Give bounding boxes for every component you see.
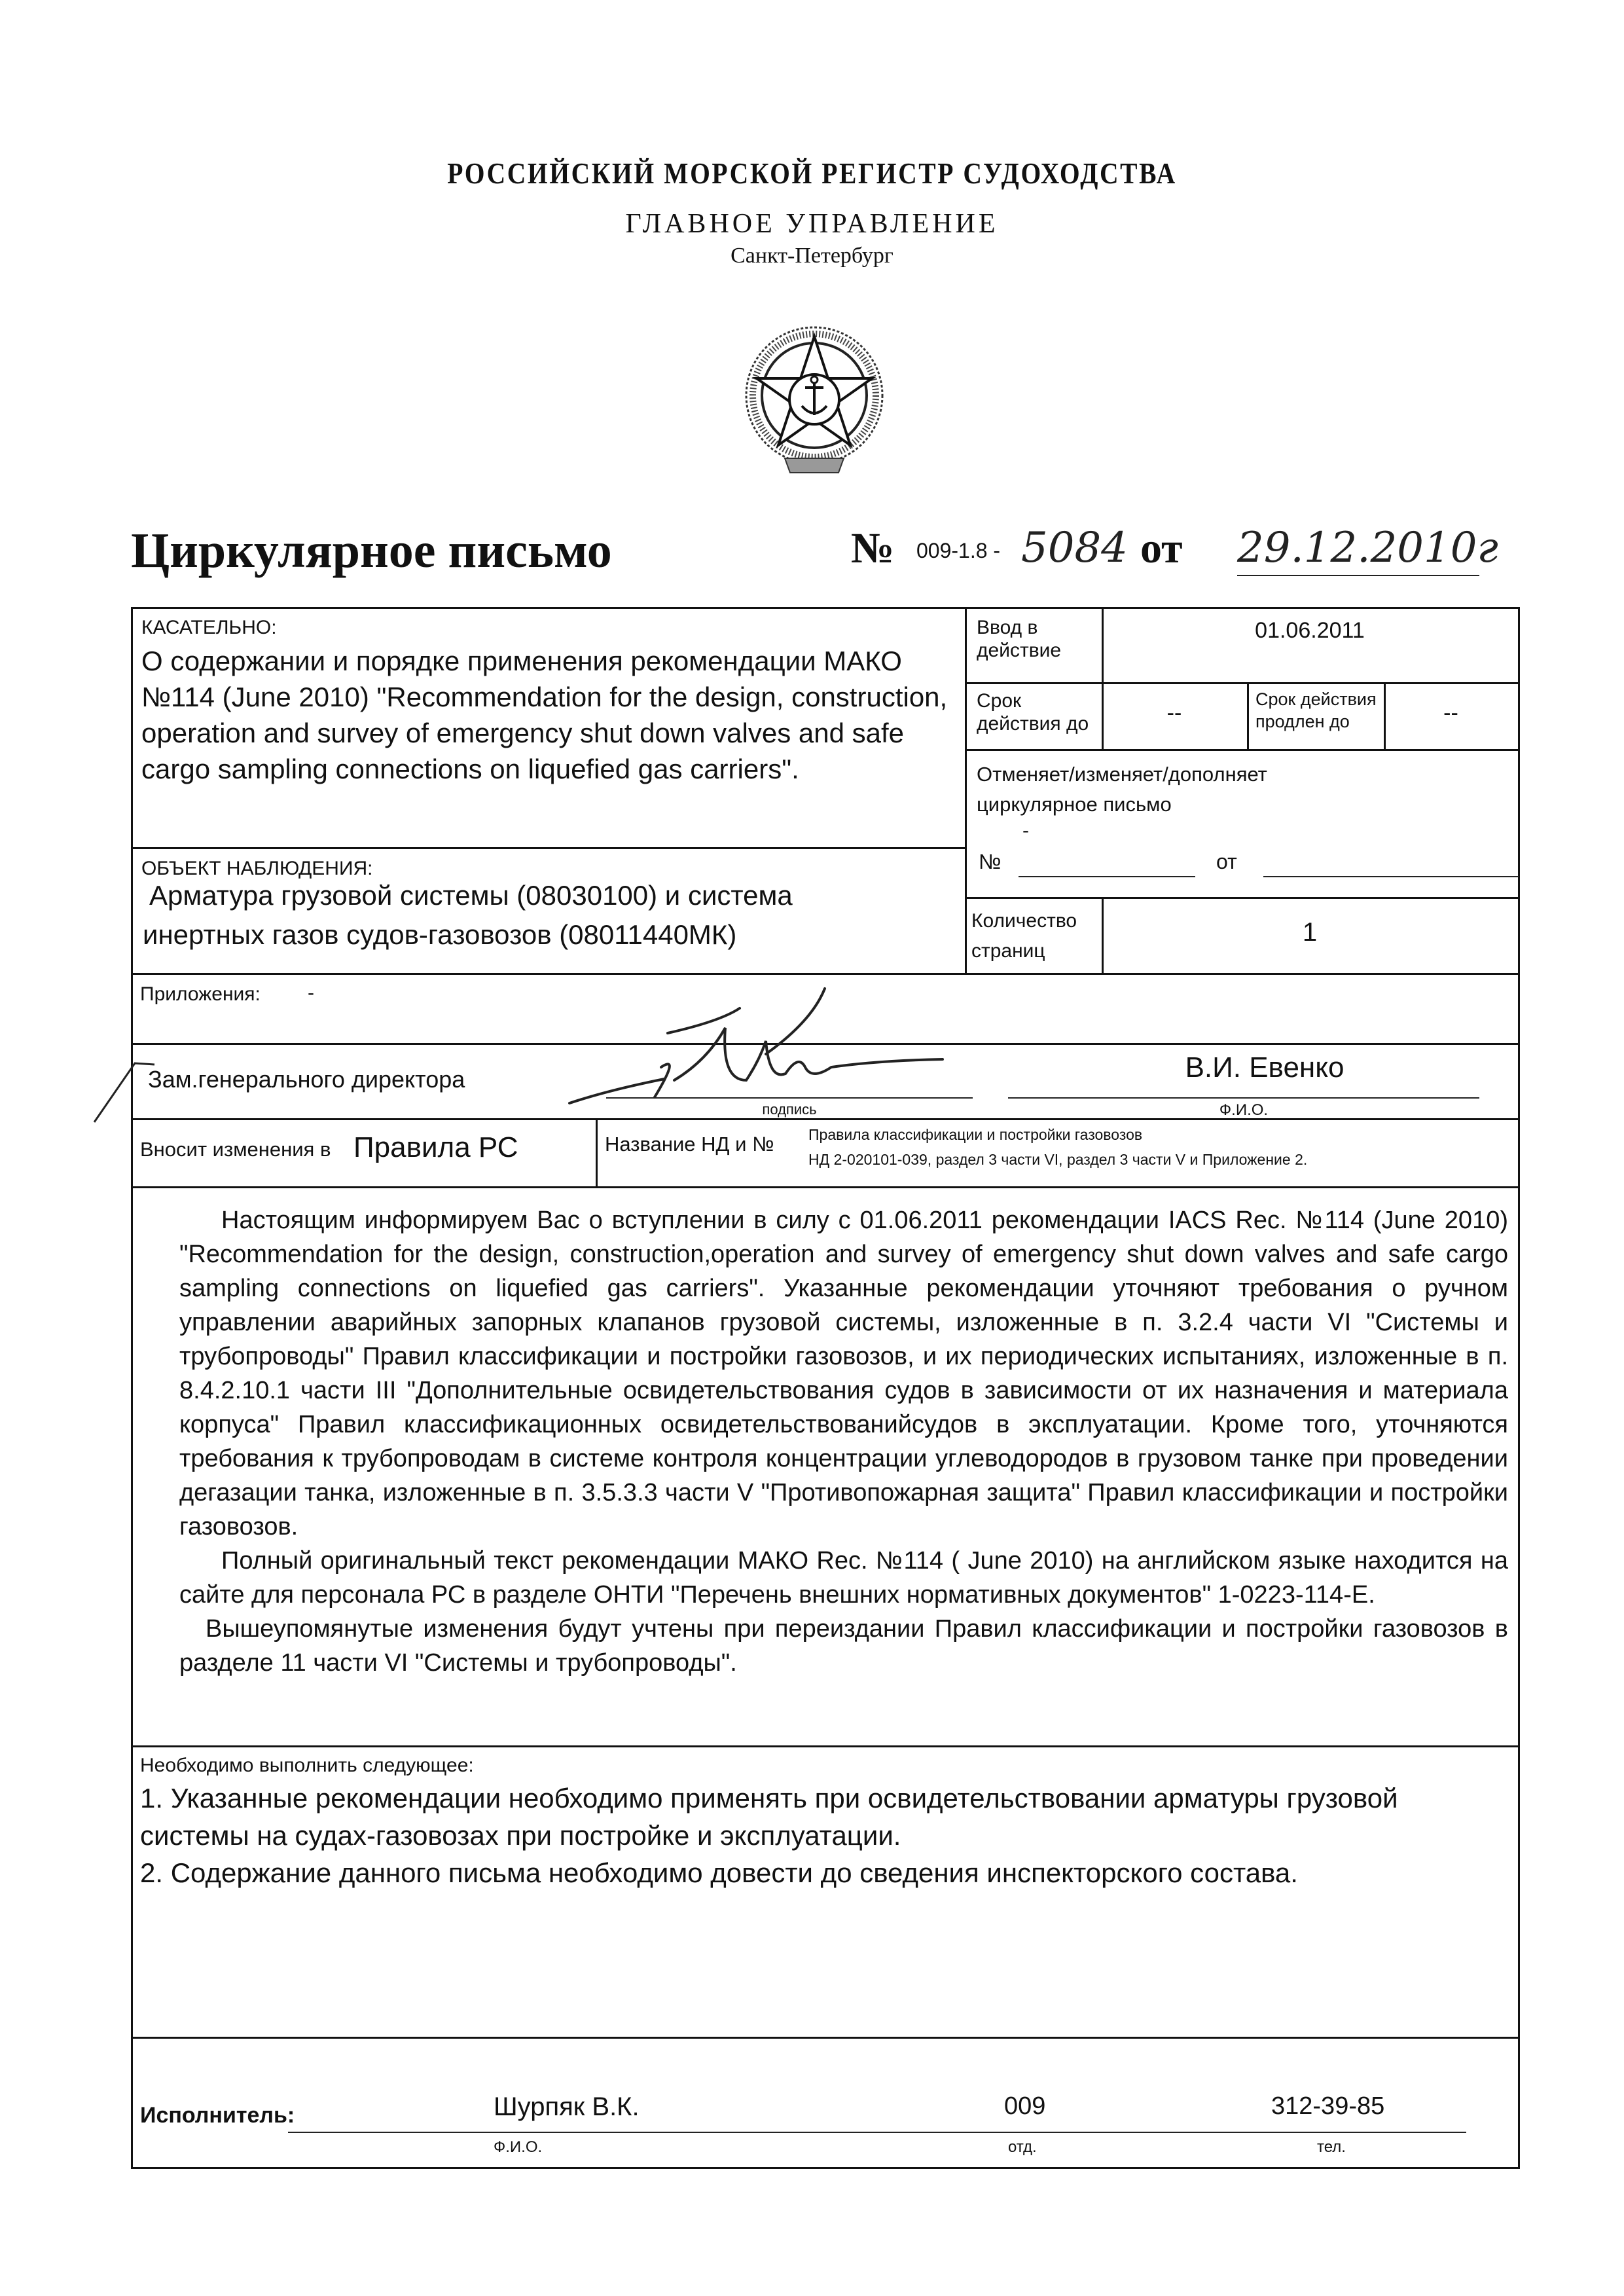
city-name: Санкт-Петербург xyxy=(731,244,893,268)
signatory-name-caption: Ф.И.О. xyxy=(1219,1101,1269,1119)
executor-phone: 312-39-85 xyxy=(1271,2092,1385,2120)
attachments-value: - xyxy=(308,982,314,1004)
nd-line-1: Правила классификации и постройки газовозов xyxy=(808,1126,1143,1143)
signatory-position: Зам.генерального директора xyxy=(148,1066,465,1093)
executor-name-caption: Ф.И.О. xyxy=(494,2138,543,2156)
attachments-label: Приложения: xyxy=(140,983,261,1005)
date-from-label: от xyxy=(1140,524,1183,572)
nd-line-2: НД 2-020101-039, раздел 3 части VI, раздел 3 части V и Приложение 2. xyxy=(808,1151,1308,1168)
actions-label: Необходимо выполнить следующее: xyxy=(140,1755,474,1776)
letter-number-prefix: 009-1.8 - xyxy=(916,539,1001,562)
department-name: ГЛАВНОЕ УПРАВЛЕНИЕ xyxy=(625,209,999,239)
signature-caption: подпись xyxy=(762,1101,817,1118)
changes-label: Вносит изменения в xyxy=(140,1138,331,1161)
nd-label: Название НД и № xyxy=(605,1133,774,1156)
object-line-2: инертных газов судов-газовозов (08011440МК) xyxy=(143,919,737,950)
body-paragraph-3: Вышеупомянутые изменения будут учтены при переиздании Правил классификации и постройки газовозов в разделе 11 части VI "Системы и трубопроводы". xyxy=(179,1615,1508,1677)
object-label: ОБЪЕКТ НАБЛЮДЕНИЯ: xyxy=(141,858,373,879)
margin-mark xyxy=(92,1054,157,1126)
regarding-label: КАСАТЕЛЬНО: xyxy=(141,617,277,638)
replaces-dash: - xyxy=(1022,820,1029,841)
action-item-1: 1. Указанные рекомендации необходимо применять при освидетельствовании арматуры грузовой системы на судах-газовозах при постройке и эксплуатации. xyxy=(140,1783,1398,1851)
pages-label: Количество страниц xyxy=(971,910,1077,962)
replaces-from-label: от xyxy=(1216,850,1237,873)
effective-label: Ввод в действие xyxy=(977,617,1062,661)
document-type-title: Циркулярное письмо xyxy=(131,523,612,578)
replaces-number-label: № xyxy=(979,850,1001,873)
executor-label: Исполнитель: xyxy=(140,2103,295,2128)
replaces-label: Отменяет/изменяет/дополняет циркулярное письмо xyxy=(977,763,1267,816)
executor-name: Шурпяк В.К. xyxy=(494,2092,640,2121)
letter-body xyxy=(179,1203,1508,1680)
letter-date-handwritten: 29.12.2010г xyxy=(1237,524,1498,572)
register-emblem xyxy=(742,318,887,482)
letter-number-handwritten: 5084 xyxy=(1021,524,1128,572)
action-item-2: 2. Содержание данного письма необходимо довести до сведения инспекторского состава. xyxy=(140,1857,1298,1888)
validity-value: -- xyxy=(1166,701,1182,725)
organization-name: РОССИЙСКИЙ МОРСКОЙ РЕГИСТР СУДОХОДСТВА xyxy=(447,156,1177,190)
effective-date: 01.06.2011 xyxy=(1255,618,1365,643)
pages-value: 1 xyxy=(1302,918,1318,947)
regarding-text: О содержании и порядке применения рекомендации МАКО №114 (June 2010) "Recommendation for the design, construction, operation and survey of emergency shut down valves and safe cargo sampling connections on liquefied gas carriers". xyxy=(141,646,948,784)
validity-label: Срок действия до xyxy=(977,690,1089,735)
executor-dept: 009 xyxy=(1004,2092,1046,2120)
number-sign: № xyxy=(851,524,895,572)
changes-target: Правила РС xyxy=(353,1131,518,1163)
emblem-seal-icon xyxy=(746,327,882,473)
signatory-name: В.И. Евенко xyxy=(1185,1051,1344,1084)
validity-extended-label: Срок действия продлен до xyxy=(1255,689,1377,731)
body-paragraph-1: Настоящим информируем Вас о вступлении в силу с 01.06.2011 рекомендации IACS Rec. №114 (June 2010) "Recommendation for the design, construction,operation and survey of emergency shut down valves and safe cargo sampling connections on liquefied gas carriers". Указанные рекомендации уточняют требования о ручном управлении аварийных запорных клапанов грузовой системы, изложенные в п. 3.2.4 части VI "Системы и трубопроводы" Правил классификации и постройки газовозов, и их периодических испытаниях, изложенные в п. 8.4.2.10.1 части III "Дополнительные освидетельствования судов в зависимости от их назначения и материала корпуса" Правил классификационных освидетельствованийсудов в эксплуатации. Кроме того, уточняются требования к трубопроводам в системе контроля концентрации углеводородов в грузовом танке при проведении дегазации танка, изложенные в п. 3.5.3.3 части V "Противопожарная защита" Правил классификации и постройки газовозов. xyxy=(179,1207,1508,1540)
validity-extended-value: -- xyxy=(1443,701,1458,725)
executor-phone-caption: тел. xyxy=(1317,2138,1346,2156)
object-line-1: Арматура грузовой системы (08030100) и система xyxy=(149,880,793,911)
handwritten-signature xyxy=(550,982,982,1120)
executor-dept-caption: отд. xyxy=(1008,2138,1037,2156)
body-paragraph-2: Полный оригинальный текст рекомендации МАКО Rec. №114 ( June 2010) на английском языке находится на сайте для персонала РС в разделе ОНТИ "Перечень внешних нормативных документов" 1-0223-114-E. xyxy=(179,1547,1508,1609)
